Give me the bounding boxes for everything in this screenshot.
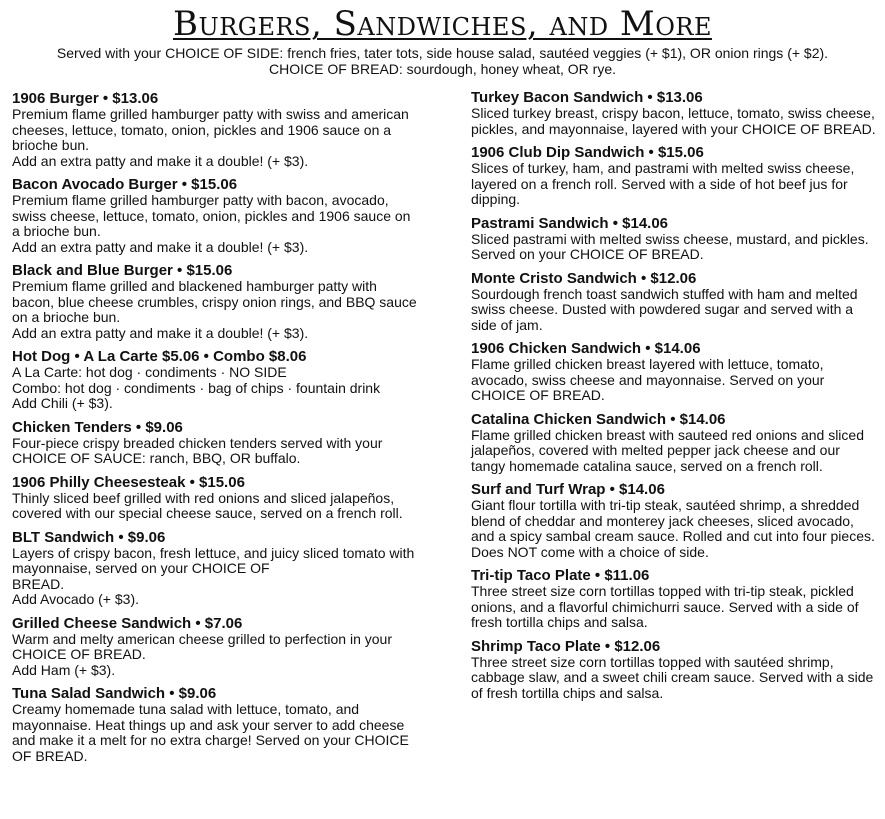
item-description: Flame grilled chicken breast layered with lettuce, tomato, avocado, swiss cheese and mayonnaise. Served on your CHOICE OF BREAD. <box>471 356 825 403</box>
left-column <box>12 90 422 771</box>
menu-item-pastrami <box>471 215 876 263</box>
menu-item-shrimp-taco <box>471 638 876 702</box>
right-column <box>471 89 876 708</box>
menu-item-black-and-blue-burger <box>12 262 422 341</box>
item-addon: Add an extra patty and make it a double! (+ $3). <box>12 324 309 341</box>
item-description: Sliced turkey breast, crispy bacon, lettuce, tomato, swiss cheese, pickles, and mayonnaise, layered with your CHOICE OF BREAD. <box>471 105 876 137</box>
item-description: Creamy homemade tuna salad with lettuce, tomato, and mayonnaise. Heat things up and ask your server to add cheese and make it a melt for no extra charge! Served on your CHOICE OF BREAD. <box>12 701 409 764</box>
item-title: Tuna Salad Sandwich • $9.06 <box>12 685 217 702</box>
item-description-cont: BREAD. <box>12 575 65 592</box>
item-description: Sourdough french toast sandwich stuffed with ham and melted swiss cheese. Dusted with powdered sugar and served with a side of jam. <box>471 285 858 333</box>
menu-item-bacon-avocado-burger <box>12 176 422 255</box>
item-title: Turkey Bacon Sandwich • $13.06 <box>471 89 703 106</box>
item-description: A La Carte: hot dog · condiments · NO SIDE <box>12 364 287 380</box>
menu-item-hot-dog <box>12 348 422 412</box>
menu-item-1906-burger <box>12 90 422 169</box>
item-title: BLT Sandwich • $9.06 <box>12 528 166 546</box>
item-title: 1906 Chicken Sandwich • $14.06 <box>471 340 701 357</box>
item-title: Tri-tip Taco Plate • $11.06 <box>471 567 650 584</box>
item-title: Shrimp Taco Plate • $12.06 <box>471 637 661 655</box>
item-description: Flame grilled chicken breast with sauteed red onions and sliced jalapeños, covered with melted pepper jack cheese and our tangy homemade catalina sauce, served on a french roll. <box>471 426 864 474</box>
item-title: Black and Blue Burger • $15.06 <box>12 262 233 279</box>
item-addon: Add an extra patty and make it a double! (+ $3). <box>12 152 309 169</box>
menu-item-philly-cheesesteak <box>12 474 422 522</box>
intro-text <box>0 45 885 77</box>
item-addon: Add Ham (+ $3). <box>12 661 116 678</box>
menu-item-surf-and-turf <box>471 481 876 560</box>
menu-item-blt-sandwich <box>12 529 422 608</box>
item-description: Sliced pastrami with melted swiss cheese, mustard, and pickles. Served on your CHOICE OF BREAD. <box>471 230 869 262</box>
menu-item-1906-chicken <box>471 340 876 404</box>
item-title: Chicken Tenders • $9.06 <box>12 418 183 436</box>
item-combo: Combo: hot dog · condiments · bag of chips · fountain drink <box>12 379 381 396</box>
item-title: 1906 Burger • $13.06 <box>12 90 159 107</box>
item-description: Three street size corn tortillas topped with sautéed shrimp, cabbage slaw, and a sweet chili cream sauce. Served with a side of fresh tortilla chips and salsa. <box>471 653 874 701</box>
menu-item-turkey-bacon <box>471 89 876 137</box>
menu-item-club-dip <box>471 144 876 208</box>
item-title: Catalina Chicken Sandwich • $14.06 <box>471 410 726 428</box>
menu-item-tri-tip-taco <box>471 567 876 631</box>
item-addon: Add an extra patty and make it a double! (+ $3). <box>12 238 309 255</box>
item-title: Bacon Avocado Burger • $15.06 <box>12 176 238 193</box>
item-description: Giant flour tortilla with tri-tip steak, sautéed shrimp, a shredded blend of cheddar and monterey jack cheeses, sliced avocado, and a spicy sambal cream sauce. Rolled and cut into four pieces. Does NOT come with a choice of side. <box>471 497 875 560</box>
item-addon: Add Chili (+ $3). <box>12 395 113 411</box>
page-title: Burgers, Sandwiches, and More <box>173 4 712 44</box>
item-description: Layers of crispy bacon, fresh lettuce, and juicy sliced tomato with mayonnaise, served on your CHOICE OF <box>12 544 415 576</box>
side-choice-line: Served with your CHOICE OF SIDE: french fries, tater tots, side house salad, sautéed veggies (+ $1), OR onion rings (+ $2). <box>56 45 829 61</box>
item-description: Premium flame grilled and blackened hamburger patty with bacon, blue cheese crumbles, crispy onion rings, and BBQ sauce on a brioche bun. <box>12 278 417 325</box>
item-description: Three street size corn tortillas topped with tri-tip steak, pickled onions, and a flavorful chimichurri sauce. Served with a side of fresh tortilla chips and salsa. <box>471 583 859 630</box>
item-description: Thinly sliced beef grilled with red onions and sliced jalapeños, covered with our special cheese sauce, served on a french roll. <box>12 489 403 521</box>
menu-item-grilled-cheese <box>12 615 422 679</box>
bread-choice-line: CHOICE OF BREAD: sourdough, honey wheat, OR rye. <box>268 61 617 77</box>
menu-item-chicken-tenders <box>12 419 422 467</box>
item-addon: Add Avocado (+ $3). <box>12 591 139 607</box>
item-title: Pastrami Sandwich • $14.06 <box>471 214 669 232</box>
item-title: Hot Dog • A La Carte $5.06 • Combo $8.06 <box>12 348 307 365</box>
item-description: Warm and melty american cheese grilled to perfection in your CHOICE OF BREAD. <box>12 630 392 662</box>
item-description: Premium flame grilled hamburger patty with bacon, avocado, swiss cheese, lettuce, tomato, onion, pickles and 1906 sauce on a brioche bun. <box>12 192 411 239</box>
item-description: Premium flame grilled hamburger patty with swiss and american cheeses, lettuce, tomato, onion, pickles and 1906 sauce on a brioche bun. <box>12 106 409 153</box>
item-title: Surf and Turf Wrap • $14.06 <box>471 481 665 498</box>
item-title: 1906 Club Dip Sandwich • $15.06 <box>471 144 704 161</box>
item-title: Monte Cristo Sandwich • $12.06 <box>471 269 697 287</box>
item-description: Slices of turkey, ham, and pastrami with melted swiss cheese, layered on a french roll. Served with a side of hot beef jus for dipping. <box>471 160 855 207</box>
menu-item-catalina-chicken <box>471 411 876 475</box>
item-title: Grilled Cheese Sandwich • $7.06 <box>12 614 243 632</box>
item-title: 1906 Philly Cheesesteak • $15.06 <box>12 473 245 491</box>
menu-item-monte-cristo <box>471 270 876 334</box>
item-description: Four-piece crispy breaded chicken tenders served with your CHOICE OF SAUCE: ranch, BBQ, OR buffalo. <box>12 434 383 466</box>
menu-item-tuna-salad <box>12 685 422 764</box>
